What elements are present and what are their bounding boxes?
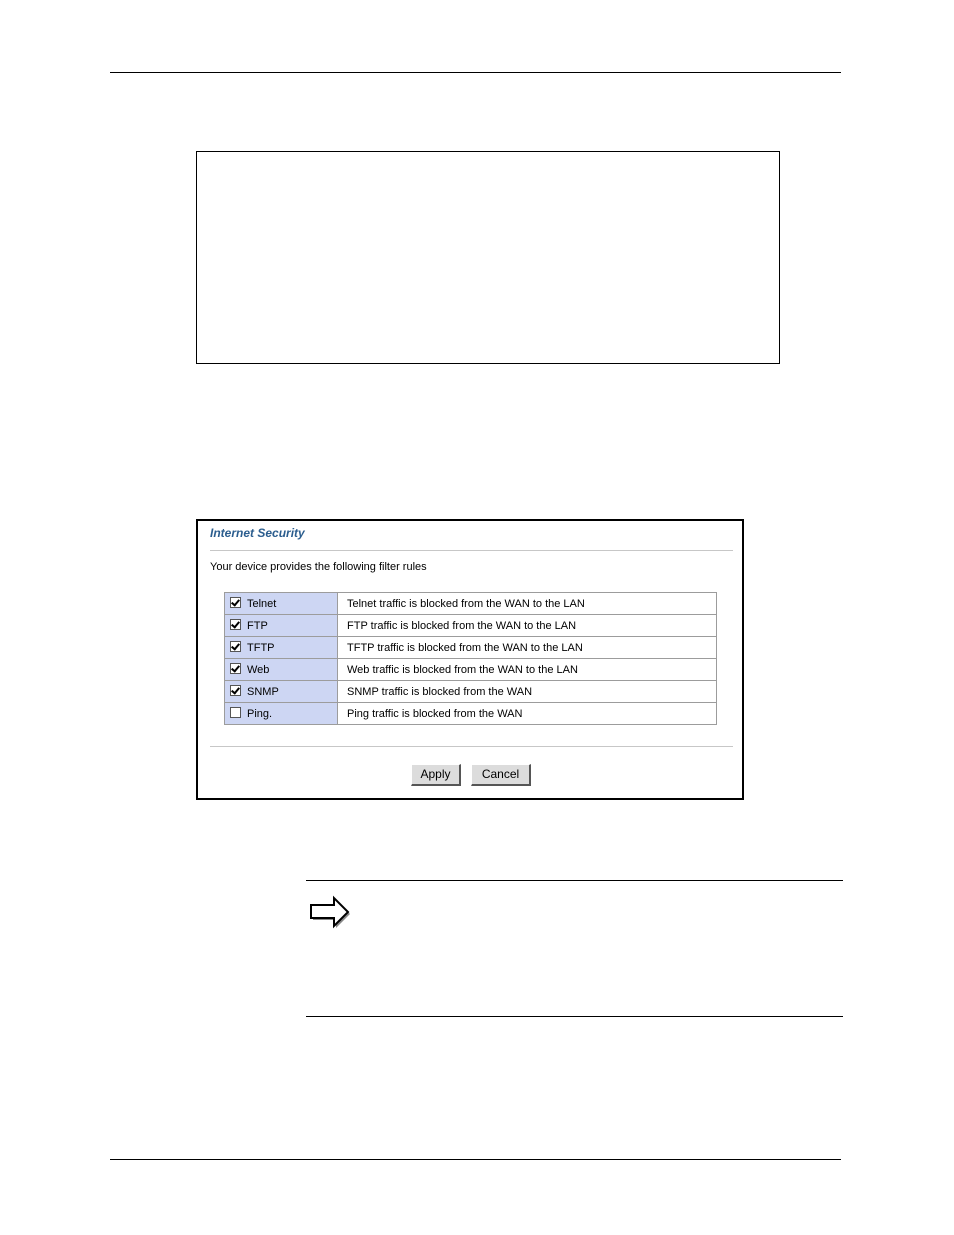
table-row [225, 593, 717, 615]
rule-name-cell [225, 615, 338, 637]
rule-description: Ping traffic is blocked from the WAN [338, 703, 717, 725]
rule-checkbox-web[interactable] [230, 663, 241, 674]
table-row [225, 637, 717, 659]
rule-checkbox-ftp[interactable] [230, 619, 241, 630]
rule-description: Telnet traffic is blocked from the WAN to the LAN [338, 593, 717, 615]
rule-name-cell [225, 593, 338, 615]
rule-description: FTP traffic is blocked from the WAN to the LAN [338, 615, 717, 637]
rule-name: TFTP [247, 642, 275, 654]
rule-checkbox-telnet[interactable] [230, 597, 241, 608]
filter-rules-table [224, 592, 717, 725]
table-row [225, 615, 717, 637]
panel-title: Internet Security [210, 526, 305, 540]
table-row [225, 681, 717, 703]
rule-checkbox-tftp[interactable] [230, 641, 241, 652]
rule-name: FTP [247, 620, 268, 632]
rule-name-cell [225, 659, 338, 681]
blank-figure-frame [196, 151, 780, 364]
rule-name-cell [225, 637, 338, 659]
rule-name: SNMP [247, 686, 279, 698]
header-rule [110, 72, 841, 73]
rule-name-cell [225, 703, 338, 725]
apply-button[interactable]: Apply [411, 764, 461, 786]
rule-name: Ping. [247, 708, 273, 720]
button-divider [210, 746, 733, 747]
panel-description: Your device provides the following filter rules [210, 561, 427, 573]
rule-name: Telnet [247, 598, 277, 610]
cancel-button[interactable]: Cancel [471, 764, 531, 786]
internet-security-panel [196, 519, 744, 800]
note-top-rule [306, 880, 843, 881]
footer-rule [110, 1159, 841, 1160]
rule-name-cell [225, 681, 338, 703]
rule-checkbox-snmp[interactable] [230, 685, 241, 696]
rule-name: Web [247, 664, 270, 676]
rule-checkbox-ping[interactable] [230, 707, 241, 718]
rule-description: SNMP traffic is blocked from the WAN [338, 681, 717, 703]
table-row [225, 659, 717, 681]
rule-description: TFTP traffic is blocked from the WAN to the LAN [338, 637, 717, 659]
rule-description: Web traffic is blocked from the WAN to the LAN [338, 659, 717, 681]
note-bottom-rule [306, 1016, 843, 1017]
table-row [225, 703, 717, 725]
right-arrow-icon [307, 890, 353, 930]
title-divider [210, 550, 733, 551]
